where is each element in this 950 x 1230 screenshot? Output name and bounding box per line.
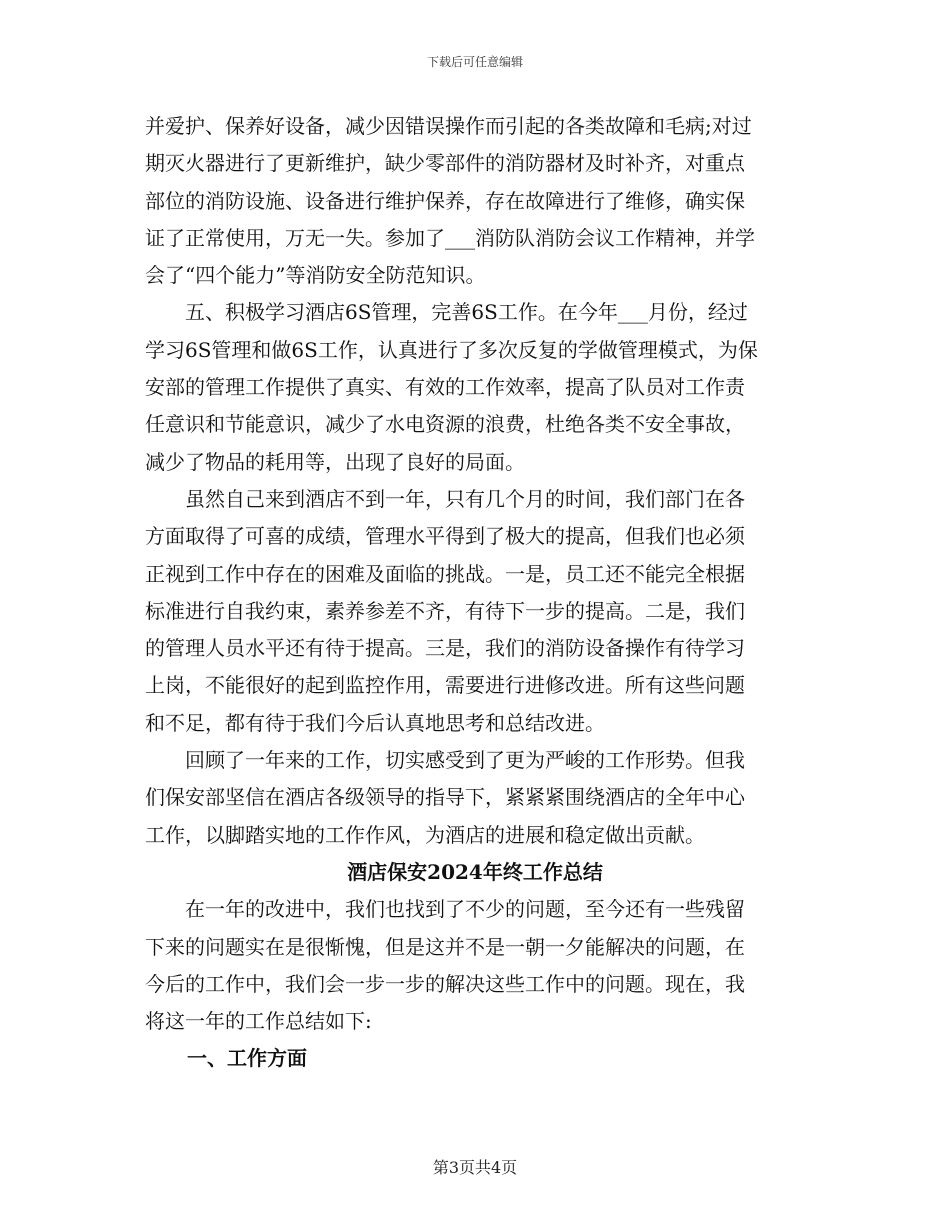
body-line: 期灭火器进行了更新维护，缺少零部件的消防器材及时补齐，对重点 [145,151,745,176]
paragraph-first-line: 虽然自己来到酒店不到一年，只有几个月的时间，我们部门在各 [185,486,745,511]
paragraph-first-line: 五、积极学习酒店6S管理，完善6S工作。在今年___月份，经过 [185,300,748,325]
document-body [145,108,805,1078]
paragraph-first-line: 回顾了一年来的工作，切实感受到了更为严峻的工作形势。但我 [185,748,745,773]
body-line: 标准进行自我约束，素养参差不齐，有待下一步的提高。二是，我们 [145,598,745,623]
body-line: 正视到工作中存在的困难及面临的挑战。一是，员工还不能完全根据 [145,561,745,586]
body-line: 任意识和节能意识，减少了水电资源的浪费，杜绝各类不安全事故， [145,412,745,437]
body-line: 们保安部坚信在酒店各级领导的指导下，紧紧紧围绕酒店的全年中心 [145,785,745,810]
body-line: 的管理人员水平还有待于提高。三是，我们的消防设备操作有待学习 [145,636,745,661]
body-line: 下来的问题实在是很惭愧，但是这并不是一朝一夕能解决的问题，在 [145,934,745,959]
subheading: 一、工作方面 [187,1046,307,1071]
body-line: 将这一年的工作总结如下: [145,1009,372,1034]
body-line: 会了“四个能力”等消防安全防范知识。 [145,263,486,288]
body-line: 减少了物品的耗用等，出现了良好的局面。 [145,449,525,474]
body-line: 证了正常使用，万无一失。参加了___消防队消防会议工作精神，并学 [145,225,755,250]
page-header: 下载后可任意编辑 [426,55,523,69]
section-title: 酒店保安2024年终工作总结 [347,859,603,884]
body-line: 工作，以脚踏实地的工作作风，为酒店的进展和稳定做出贡献。 [145,822,705,847]
body-line: 并爱护、保养好设备，减少因错误操作而引起的各类故障和毛病;对过 [145,114,752,138]
paragraph-first-line: 在一年的改进中，我们也找到了不少的问题，至今还有一些残留 [185,897,745,922]
body-line: 今后的工作中，我们会一步一步的解决这些工作中的问题。现在，我 [145,971,745,996]
body-line: 学习6S管理和做6S工作，认真进行了多次反复的学做管理模式，为保 [145,337,758,362]
body-line: 上岗，不能很好的起到监控作用，需要进行进修改进。所有这些问题 [145,673,745,698]
body-line: 和不足，都有待于我们今后认真地思考和总结改进。 [145,710,605,735]
body-line: 方面取得了可喜的成绩，管理水平得到了极大的提高，但我们也必须 [145,524,745,549]
body-line: 安部的管理工作提供了真实、有效的工作效率，提高了队员对工作责 [145,375,745,400]
body-line: 部位的消防设施、设备进行维护保养，存在故障进行了维修，确实保 [145,188,745,213]
page-number-footer: 第3页共4页 [432,1158,518,1177]
